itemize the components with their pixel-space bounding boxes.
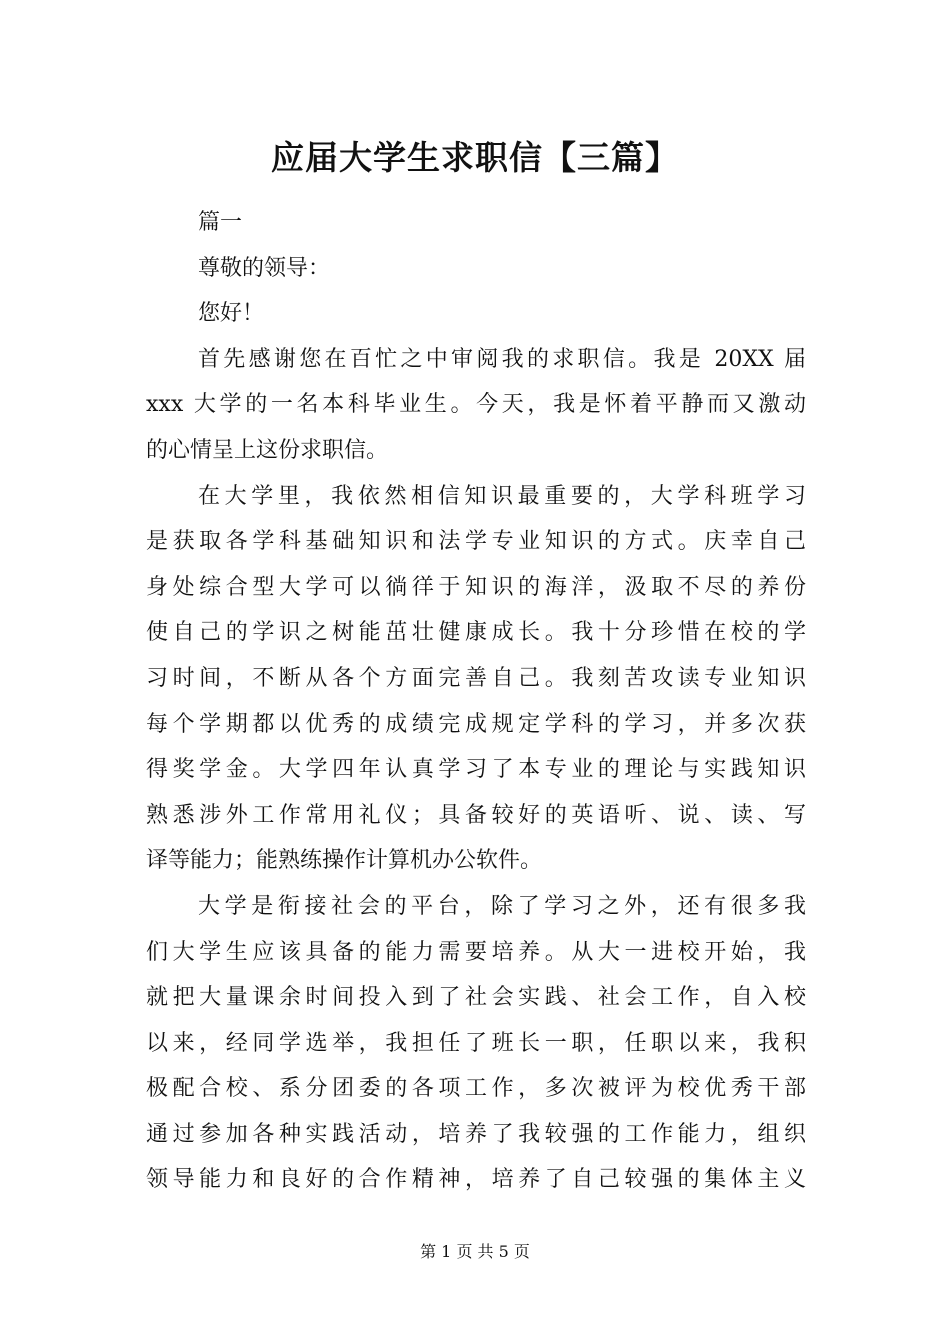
text-line: 以来，经同学选举，我担任了班长一职，任职以来，我积 <box>146 1030 806 1056</box>
text-line: 极配合校、系分团委的各项工作，多次被评为校优秀干部 <box>146 1076 806 1102</box>
text-line: 就把大量课余时间投入到了社会实践、社会工作，自入校 <box>146 985 806 1011</box>
text-line: 首先感谢您在百忙之中审阅我的求职信。我是 20XX 届 <box>198 346 806 372</box>
text-line: 通过参加各种实践活动，培养了我较强的工作能力，组织 <box>146 1121 806 1147</box>
text-line: 每个学期都以优秀的成绩完成规定学科的学习，并多次获 <box>146 711 806 737</box>
text-line: 是获取各学科基础知识和法学专业知识的方式。庆幸自己 <box>146 529 806 555</box>
text-line: 尊敬的领导： <box>198 255 331 281</box>
document-title: 应届大学生求职信【三篇】 <box>271 138 679 177</box>
document-body <box>146 200 806 1203</box>
text-line: 习时间，不断从各个方面完善自己。我刻苦攻读专业知识 <box>146 665 806 691</box>
text-line: 译等能力；能熟练操作计算机办公软件。 <box>146 848 543 874</box>
text-line: 得奖学金。大学四年认真学习了本专业的理论与实践知识 <box>146 757 806 783</box>
text-line: xxx 大学的一名本科毕业生。今天，我是怀着平静而又激动 <box>146 392 806 418</box>
page-footer: 第 1 页 共 5 页 <box>420 1242 530 1261</box>
text-line: 篇一 <box>198 210 243 235</box>
text-line: 的心情呈上这份求职信。 <box>146 437 389 463</box>
text-line: 使自己的学识之树能茁壮健康成长。我十分珍惜在校的学 <box>146 620 806 646</box>
text-line: 身处综合型大学可以徜徉于知识的海洋，汲取不尽的养份 <box>146 574 806 600</box>
text-line: 在大学里，我依然相信知识最重要的，大学科班学习 <box>198 483 806 509</box>
text-line: 领导能力和良好的合作精神，培养了自己较强的集体主义 <box>146 1167 806 1193</box>
text-line: 您好！ <box>198 301 265 327</box>
text-line: 们大学生应该具备的能力需要培养。从大一进校开始，我 <box>146 939 806 965</box>
text-line: 熟悉涉外工作常用礼仪；具备较好的英语听、说、读、写 <box>146 802 806 828</box>
text-line: 大学是衔接社会的平台，除了学习之外，还有很多我 <box>198 893 806 919</box>
